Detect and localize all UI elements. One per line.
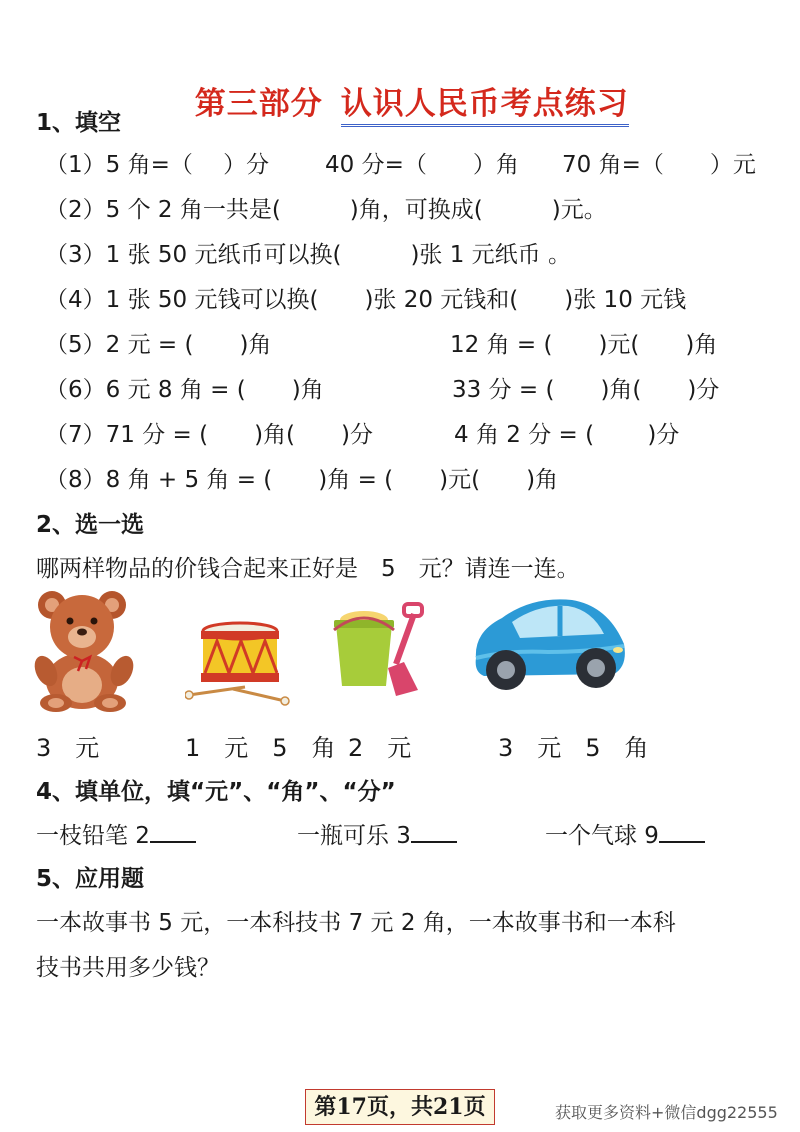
unit-blank-cola[interactable] — [411, 821, 457, 843]
price-toy-car: 3 元 5 角 — [498, 734, 649, 762]
drum-icon — [185, 617, 295, 707]
fill-question-3: （3）1 张 50 元纸币可以换( )张 1 元纸币 。 — [45, 242, 571, 268]
unit-item-cola-text: 一瓶可乐 3 — [297, 823, 411, 849]
fill-question-6a: （6）6 元 8 角 = ( )角 — [45, 377, 324, 403]
title-topic: 认识人民币考点练习 — [341, 86, 629, 127]
fill-question-1c: 70 角=（ ）元 — [562, 152, 756, 178]
section2-prompt: 哪两样物品的价钱合起来正好是 5 元？请连一连。 — [36, 556, 580, 582]
unit-item-cola — [297, 817, 457, 850]
unit-item-balloon — [545, 817, 705, 850]
unit-item-pencil-text: 一枝铅笔 2 — [36, 823, 150, 849]
sand-bucket-icon — [328, 600, 428, 700]
unit-blank-balloon[interactable] — [659, 821, 705, 843]
fill-question-5b: 12 角 = ( )元( )角 — [450, 332, 718, 358]
fill-question-6b: 33 分 = ( )角( )分 — [452, 377, 720, 403]
word-problem-line-1: 一本故事书 5 元，一本科技书 7 元 2 角，一本故事书和一本科 — [36, 910, 676, 936]
fill-question-1a: （1）5 角=（ ）分 — [45, 152, 270, 178]
fill-question-2: （2）5 个 2 角一共是( )角，可换成( )元。 — [45, 197, 607, 223]
fill-question-7b: 4 角 2 分 = ( )分 — [454, 422, 680, 448]
price-sand-bucket: 2 元 — [348, 734, 412, 762]
title-part: 第三部分 — [194, 86, 323, 122]
unit-item-pencil — [36, 817, 196, 850]
section4-heading: 4、填单位，填“元”、“角”、“分” — [36, 779, 396, 805]
toy-car-icon — [468, 588, 630, 698]
section2-heading: 2、选一选 — [36, 512, 145, 538]
page-number-badge: 第17页，共21页 — [305, 1089, 495, 1125]
fill-question-5a: （5）2 元 = ( )角 — [45, 332, 272, 358]
word-problem-line-2: 技书共用多少钱？ — [36, 955, 220, 981]
price-drum: 1 元 5 角 — [185, 734, 336, 762]
price-teddy-bear: 3 元 — [36, 734, 100, 762]
section5-heading: 5、应用题 — [36, 866, 145, 892]
teddy-bear-icon — [30, 585, 142, 713]
unit-blank-pencil[interactable] — [150, 821, 196, 843]
footer-ad-text: 获取更多资料+微信dgg22555 — [555, 1103, 778, 1122]
fill-question-7a: （7）71 分 = ( )角( )分 — [45, 422, 373, 448]
fill-question-1b: 40 分=（ ）角 — [325, 152, 519, 178]
fill-question-8: （8）8 角 + 5 角 = ( )角 = ( )元( )角 — [45, 467, 559, 493]
unit-item-balloon-text: 一个气球 9 — [545, 823, 659, 849]
fill-question-4: （4）1 张 50 元钱可以换( )张 20 元钱和( )张 10 元钱 — [45, 287, 687, 313]
section1-heading: 1、填空 — [36, 110, 122, 136]
